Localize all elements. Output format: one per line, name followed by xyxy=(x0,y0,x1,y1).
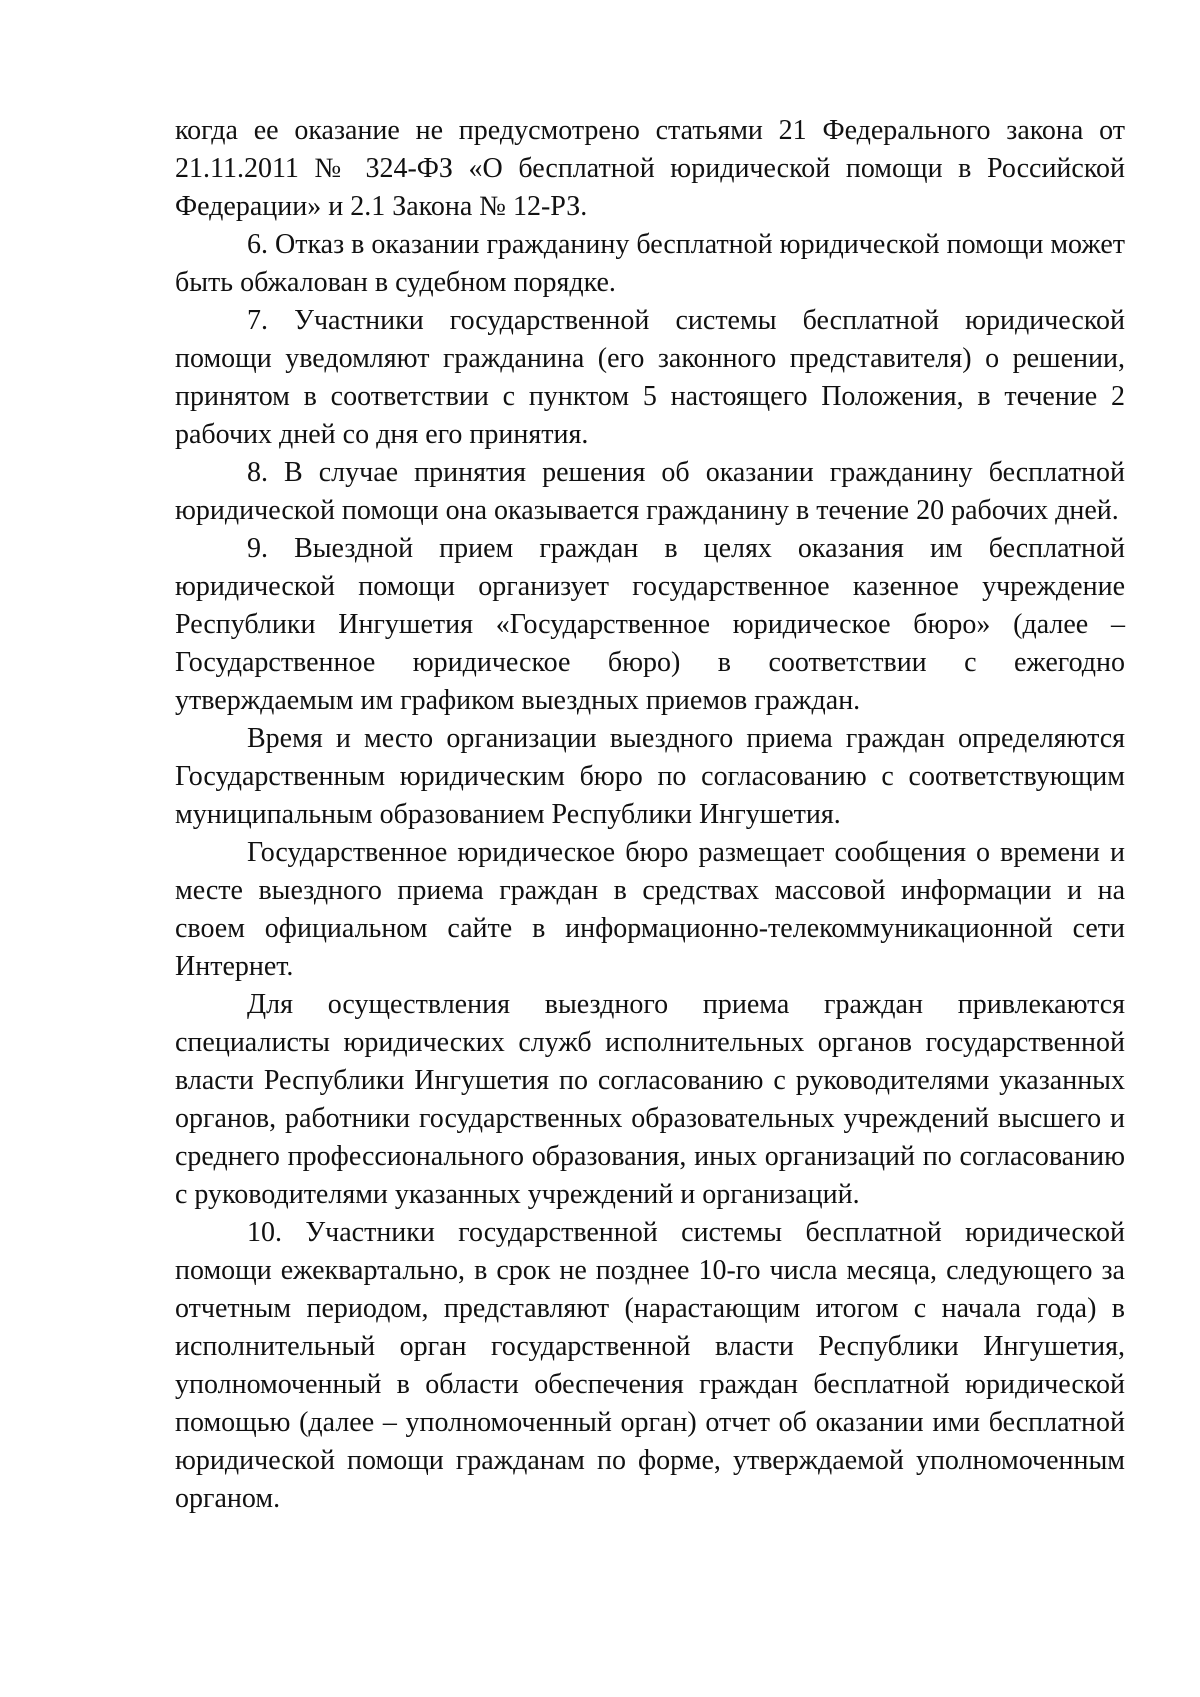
paragraph-item-8: 8. В случае принятия решения об оказании гражданину бесплатной юридической помощи она оказывается гражданину в течение 20 рабочих дней. xyxy=(175,457,1125,526)
paragraph-announcements: Государственное юридическое бюро размещает сообщения о времени и месте выездного приема граждан в средствах массовой информации и на своем официальном сайте в информационно-телекоммуникационной сети Интернет. xyxy=(175,837,1125,982)
paragraph-specialists: Для осуществления выездного приема граждан привлекаются специалисты юридических служб исполнительных органов государственной власти Республики Ингушетия по согласованию с руководителями указанных органов, работники государственных образовательных учреждений высшего и среднего профессионального образования, иных организаций по согласованию с руководителями указанных учреждений и организаций. xyxy=(175,989,1125,1210)
paragraph-item-10: 10. Участники государственной системы бесплатной юридической помощи ежеквартально, в срок не позднее 10-го числа месяца, следующего за отчетным периодом, представляют (нарастающим итогом с начала года) в исполнительный орган государственной власти Республики Ингушетия, уполномоченный в области обеспечения граждан бесплатной юридической помощью (далее – уполномоченный орган) отчет об оказании ими бесплатной юридической помощи гражданам по форме, утверждаемой уполномоченным органом. xyxy=(175,1217,1125,1514)
paragraph-item-7: 7. Участники государственной системы бесплатной юридической помощи уведомляют гражданина (его законного представителя) о решении, принятом в соответствии с пунктом 5 настоящего Положения, в течение 2 рабочих дней со дня его принятия. xyxy=(175,305,1125,450)
paragraph-item-6: 6. Отказ в оказании гражданину бесплатной юридической помощи может быть обжалован в судебном порядке. xyxy=(175,229,1125,298)
paragraph-time-place: Время и место организации выездного приема граждан определяются Государственным юридическим бюро по согласованию с соответствующим муниципальным образованием Республики Ингушетия. xyxy=(175,723,1125,830)
paragraph-item-9: 9. Выездной прием граждан в целях оказания им бесплатной юридической помощи организует государственное казенное учреждение Республики Ингушетия «Государственное юридическое бюро» (далее – Государственное юридическое бюро) в соответствии с ежегодно утверждаемым им графиком выездных приемов граждан. xyxy=(175,533,1125,716)
paragraph-continuation: когда ее оказание не предусмотрено статьями 21 Федерального закона от 21.11.2011 № 324-ФЗ «О бесплатной юридической помощи в Российской Федерации» и 2.1 Закона № 12-РЗ. xyxy=(175,115,1125,222)
document-body xyxy=(175,112,1125,1518)
